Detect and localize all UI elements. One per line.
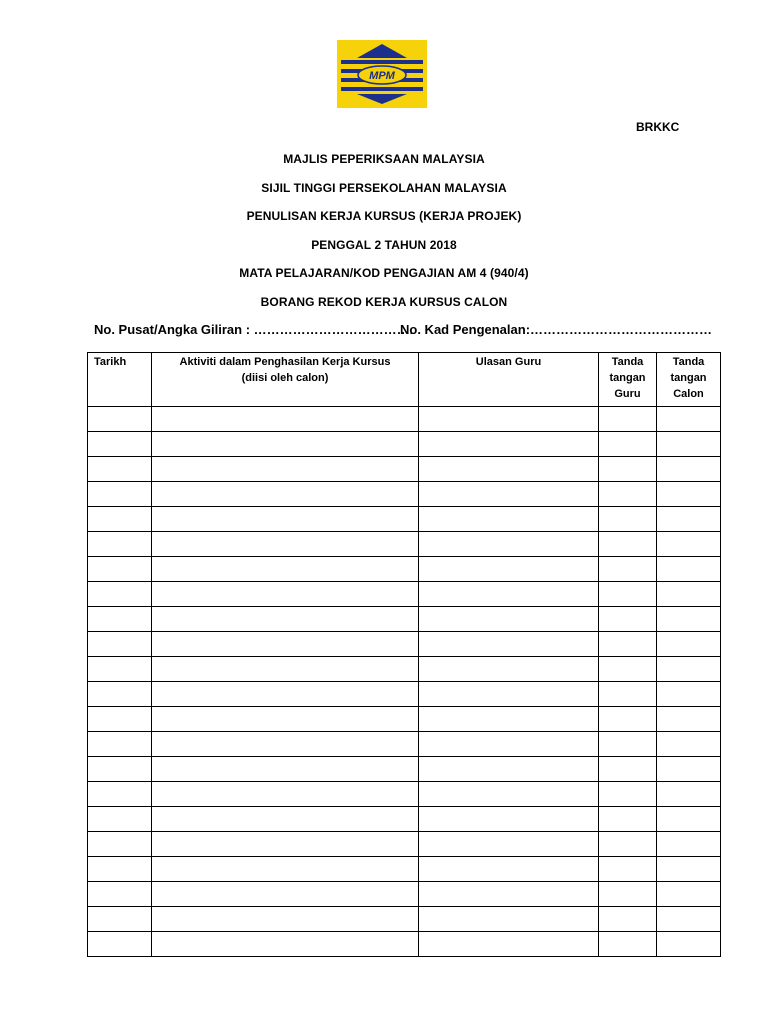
cell-teacher-comment[interactable] — [419, 657, 599, 682]
cell-candidate-signature[interactable] — [657, 657, 721, 682]
cell-teacher-comment[interactable] — [419, 682, 599, 707]
table-row — [88, 507, 721, 532]
table-row — [88, 607, 721, 632]
cell-teacher-comment[interactable] — [419, 732, 599, 757]
activity-header-line2: (diisi oleh calon) — [241, 372, 329, 384]
col-header-candidate-signature: Tanda tangan Calon — [657, 353, 721, 407]
cell-teacher-signature[interactable] — [599, 732, 657, 757]
cell-teacher-signature[interactable] — [599, 657, 657, 682]
cell-teacher-signature[interactable] — [599, 807, 657, 832]
cell-candidate-signature[interactable] — [657, 882, 721, 907]
cell-activity[interactable] — [152, 557, 419, 582]
cell-teacher-signature[interactable] — [599, 907, 657, 932]
cell-candidate-signature[interactable] — [657, 932, 721, 957]
cell-date[interactable] — [88, 657, 152, 682]
cell-activity[interactable] — [152, 432, 419, 457]
cell-activity[interactable] — [152, 907, 419, 932]
cell-activity[interactable] — [152, 932, 419, 957]
table-row — [88, 432, 721, 457]
cell-candidate-signature[interactable] — [657, 457, 721, 482]
cell-activity[interactable] — [152, 807, 419, 832]
cell-candidate-signature[interactable] — [657, 507, 721, 532]
table-row — [88, 557, 721, 582]
heading-coursework: PENULISAN KERJA KURSUS (KERJA PROJEK) — [246, 209, 522, 223]
cell-activity[interactable] — [152, 682, 419, 707]
cell-candidate-signature[interactable] — [657, 857, 721, 882]
table-row — [88, 757, 721, 782]
ic-number-field[interactable]: No. Kad Pengenalan:…………………………………… — [400, 322, 713, 337]
cell-date[interactable] — [88, 732, 152, 757]
cell-teacher-comment[interactable] — [419, 807, 599, 832]
heading-council: MAJLIS PEPERIKSAAN MALAYSIA — [283, 152, 485, 166]
cell-date[interactable] — [88, 582, 152, 607]
cell-activity[interactable] — [152, 707, 419, 732]
activity-header-line1: Aktiviti dalam Penghasilan Kerja Kursus — [179, 356, 391, 368]
table-row — [88, 732, 721, 757]
cell-date[interactable] — [88, 432, 152, 457]
cell-date[interactable] — [88, 932, 152, 957]
cell-candidate-signature[interactable] — [657, 432, 721, 457]
cell-teacher-comment[interactable] — [419, 582, 599, 607]
cell-teacher-signature[interactable] — [599, 832, 657, 857]
cell-activity[interactable] — [152, 607, 419, 632]
col-header-activity — [152, 353, 419, 407]
cell-activity[interactable] — [152, 632, 419, 657]
table-row — [88, 657, 721, 682]
cell-date[interactable] — [88, 482, 152, 507]
cell-date[interactable] — [88, 882, 152, 907]
table-body — [88, 407, 721, 957]
cell-candidate-signature[interactable] — [657, 782, 721, 807]
cell-date[interactable] — [88, 682, 152, 707]
cell-teacher-comment[interactable] — [419, 882, 599, 907]
cell-candidate-signature[interactable] — [657, 482, 721, 507]
col-header-date: Tarikh — [88, 353, 152, 407]
mpm-logo — [337, 40, 427, 108]
heading-certificate: SIJIL TINGGI PERSEKOLAHAN MALAYSIA — [261, 181, 507, 195]
cell-teacher-comment[interactable] — [419, 607, 599, 632]
cell-teacher-signature[interactable] — [599, 432, 657, 457]
cell-date[interactable] — [88, 807, 152, 832]
cell-date[interactable] — [88, 607, 152, 632]
table-row — [88, 882, 721, 907]
cell-teacher-signature[interactable] — [599, 707, 657, 732]
coursework-record-table — [87, 352, 721, 957]
table-row — [88, 807, 721, 832]
cell-activity[interactable] — [152, 782, 419, 807]
table-row — [88, 857, 721, 882]
cell-candidate-signature[interactable] — [657, 707, 721, 732]
cell-candidate-signature[interactable] — [657, 632, 721, 657]
cell-activity[interactable] — [152, 457, 419, 482]
table-row — [88, 832, 721, 857]
cell-teacher-signature[interactable] — [599, 632, 657, 657]
cell-candidate-signature[interactable] — [657, 532, 721, 557]
cell-teacher-comment[interactable] — [419, 907, 599, 932]
cell-candidate-signature[interactable] — [657, 682, 721, 707]
cell-candidate-signature[interactable] — [657, 557, 721, 582]
cell-teacher-comment[interactable] — [419, 482, 599, 507]
cell-teacher-signature[interactable] — [599, 857, 657, 882]
cell-teacher-signature[interactable] — [599, 482, 657, 507]
cell-teacher-comment[interactable] — [419, 407, 599, 432]
table-row — [88, 932, 721, 957]
cell-date[interactable] — [88, 907, 152, 932]
table-row — [88, 632, 721, 657]
cell-teacher-comment[interactable] — [419, 432, 599, 457]
cell-activity[interactable] — [152, 882, 419, 907]
cell-teacher-comment[interactable] — [419, 932, 599, 957]
cell-teacher-comment[interactable] — [419, 757, 599, 782]
table-row — [88, 782, 721, 807]
col-header-teacher-signature: Tanda tangan Guru — [599, 353, 657, 407]
center-number-field[interactable]: No. Pusat/Angka Giliran : ………………………………. — [94, 322, 414, 337]
cell-date[interactable] — [88, 757, 152, 782]
form-code: BRKKC — [636, 120, 680, 134]
cell-teacher-comment[interactable] — [419, 557, 599, 582]
cell-candidate-signature[interactable] — [657, 832, 721, 857]
cell-teacher-signature[interactable] — [599, 782, 657, 807]
logo-text: MPM — [369, 70, 395, 82]
table-row — [88, 457, 721, 482]
table-header-row — [88, 353, 721, 407]
cell-candidate-signature[interactable] — [657, 732, 721, 757]
cell-activity[interactable] — [152, 582, 419, 607]
cell-activity[interactable] — [152, 657, 419, 682]
cell-date[interactable] — [88, 632, 152, 657]
cell-activity[interactable] — [152, 832, 419, 857]
cell-activity[interactable] — [152, 857, 419, 882]
cell-teacher-comment[interactable] — [419, 707, 599, 732]
heading-subject: MATA PELAJARAN/KOD PENGAJIAN AM 4 (940/4) — [239, 266, 529, 280]
cell-teacher-signature[interactable] — [599, 582, 657, 607]
cell-activity[interactable] — [152, 757, 419, 782]
cell-teacher-signature[interactable] — [599, 607, 657, 632]
cell-teacher-signature[interactable] — [599, 407, 657, 432]
cell-teacher-comment[interactable] — [419, 457, 599, 482]
cell-date[interactable] — [88, 707, 152, 732]
cell-activity[interactable] — [152, 507, 419, 532]
heading-term: PENGGAL 2 TAHUN 2018 — [311, 238, 457, 252]
col-header-teacher-comment: Ulasan Guru — [419, 353, 599, 407]
table-row — [88, 407, 721, 432]
cell-teacher-signature[interactable] — [599, 932, 657, 957]
cell-activity[interactable] — [152, 482, 419, 507]
cell-date[interactable] — [88, 532, 152, 557]
cell-date[interactable] — [88, 507, 152, 532]
cell-teacher-comment[interactable] — [419, 782, 599, 807]
cell-date[interactable] — [88, 557, 152, 582]
cell-teacher-signature[interactable] — [599, 682, 657, 707]
cell-date[interactable] — [88, 857, 152, 882]
table-row — [88, 907, 721, 932]
cell-activity[interactable] — [152, 732, 419, 757]
cell-teacher-signature[interactable] — [599, 532, 657, 557]
cell-date[interactable] — [88, 782, 152, 807]
cell-candidate-signature[interactable] — [657, 757, 721, 782]
cell-teacher-signature[interactable] — [599, 557, 657, 582]
cell-date[interactable] — [88, 457, 152, 482]
table-row — [88, 582, 721, 607]
cell-date[interactable] — [88, 832, 152, 857]
cell-teacher-signature[interactable] — [599, 457, 657, 482]
cell-candidate-signature[interactable] — [657, 407, 721, 432]
cell-candidate-signature[interactable] — [657, 582, 721, 607]
cell-candidate-signature[interactable] — [657, 907, 721, 932]
table-row — [88, 532, 721, 557]
cell-teacher-comment[interactable] — [419, 507, 599, 532]
cell-candidate-signature[interactable] — [657, 607, 721, 632]
cell-teacher-signature[interactable] — [599, 882, 657, 907]
cell-activity[interactable] — [152, 532, 419, 557]
table-row — [88, 682, 721, 707]
cell-candidate-signature[interactable] — [657, 807, 721, 832]
table-row — [88, 707, 721, 732]
cell-teacher-comment[interactable] — [419, 832, 599, 857]
cell-teacher-comment[interactable] — [419, 857, 599, 882]
cell-teacher-comment[interactable] — [419, 632, 599, 657]
table-row — [88, 482, 721, 507]
cell-date[interactable] — [88, 407, 152, 432]
heading-form-title: BORANG REKOD KERJA KURSUS CALON — [260, 295, 508, 309]
cell-teacher-signature[interactable] — [599, 507, 657, 532]
cell-activity[interactable] — [152, 407, 419, 432]
cell-teacher-comment[interactable] — [419, 532, 599, 557]
cell-teacher-signature[interactable] — [599, 757, 657, 782]
